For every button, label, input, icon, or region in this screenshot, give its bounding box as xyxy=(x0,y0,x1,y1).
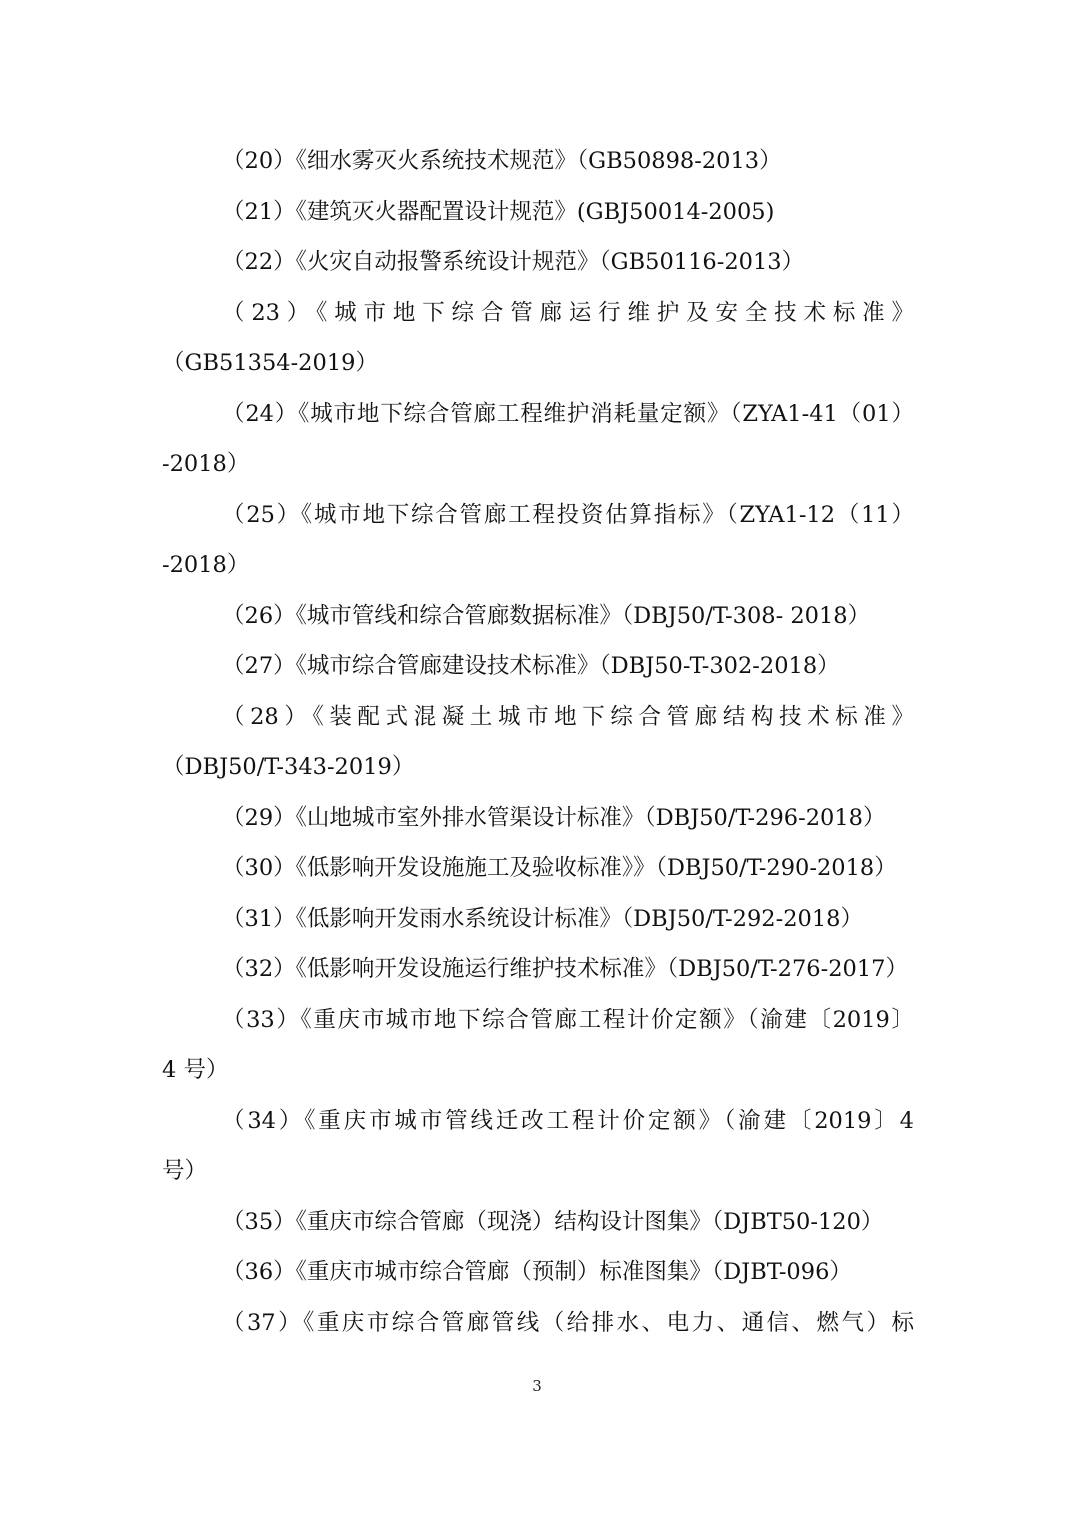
reference-line-32: （32）《低影响开发设施运行维护技术标准》（DBJ50/T-276-2017） xyxy=(222,956,908,982)
reference-line-27: （27）《城市综合管廊建设技术标准》（DBJ50-T-302-2018） xyxy=(222,653,840,679)
page-number: 3 xyxy=(532,1377,542,1395)
reference-line-34: （34）《重庆市城市管线迁改工程计价定额》（渝建〔2019〕4 xyxy=(222,1108,914,1134)
reference-line-24: （24）《城市地下综合管廊工程维护消耗量定额》（ZYA1-41（01） xyxy=(222,401,914,427)
reference-line-23: （23）《城市地下综合管廊运行维护及安全技术标准》 xyxy=(222,300,914,326)
reference-line-30: （30）《低影响开发设施施工及验收标准》》（DBJ50/T-290-2018） xyxy=(222,855,897,881)
reference-line-23-continued: （GB51354-2019） xyxy=(162,350,378,376)
reference-line-24-continued: -2018） xyxy=(162,451,250,477)
reference-line-22: （22）《火灾自动报警系统设计规范》（GB50116-2013） xyxy=(222,249,805,275)
reference-line-33-continued: 4 号） xyxy=(162,1057,229,1083)
reference-line-28-continued: （DBJ50/T-343-2019） xyxy=(162,754,415,780)
reference-line-28: （28）《装配式混凝土城市地下综合管廊结构技术标准》 xyxy=(222,704,914,730)
reference-line-33: （33）《重庆市城市地下综合管廊工程计价定额》（渝建〔2019〕 xyxy=(222,1007,914,1033)
reference-line-31: （31）《低影响开发雨水系统设计标准》（DBJ50/T-292-2018） xyxy=(222,906,863,932)
reference-line-35: （35）《重庆市综合管廊（现浇）结构设计图集》（DJBT50-120） xyxy=(222,1209,884,1235)
reference-line-37: （37）《重庆市综合管廊管线（给排水、电力、通信、燃气）标 xyxy=(222,1310,914,1336)
reference-line-25-continued: -2018） xyxy=(162,552,250,578)
reference-line-29: （29）《山地城市室外排水管渠设计标准》（DBJ50/T-296-2018） xyxy=(222,805,886,831)
reference-line-26: （26）《城市管线和综合管廊数据标准》（DBJ50/T-308- 2018） xyxy=(222,603,871,629)
reference-line-21: （21）《建筑灭火器配置设计规范》(GBJ50014-2005) xyxy=(222,199,775,225)
reference-line-36: （36）《重庆市城市综合管廊（预制）标准图集》（DJBT-096） xyxy=(222,1259,852,1285)
reference-line-25: （25）《城市地下综合管廊工程投资估算指标》（ZYA1-12（11） xyxy=(222,502,914,528)
reference-line-34-continued: 号） xyxy=(162,1158,208,1184)
reference-line-20: （20）《细水雾灭火系统技术规范》（GB50898-2013） xyxy=(222,148,782,174)
